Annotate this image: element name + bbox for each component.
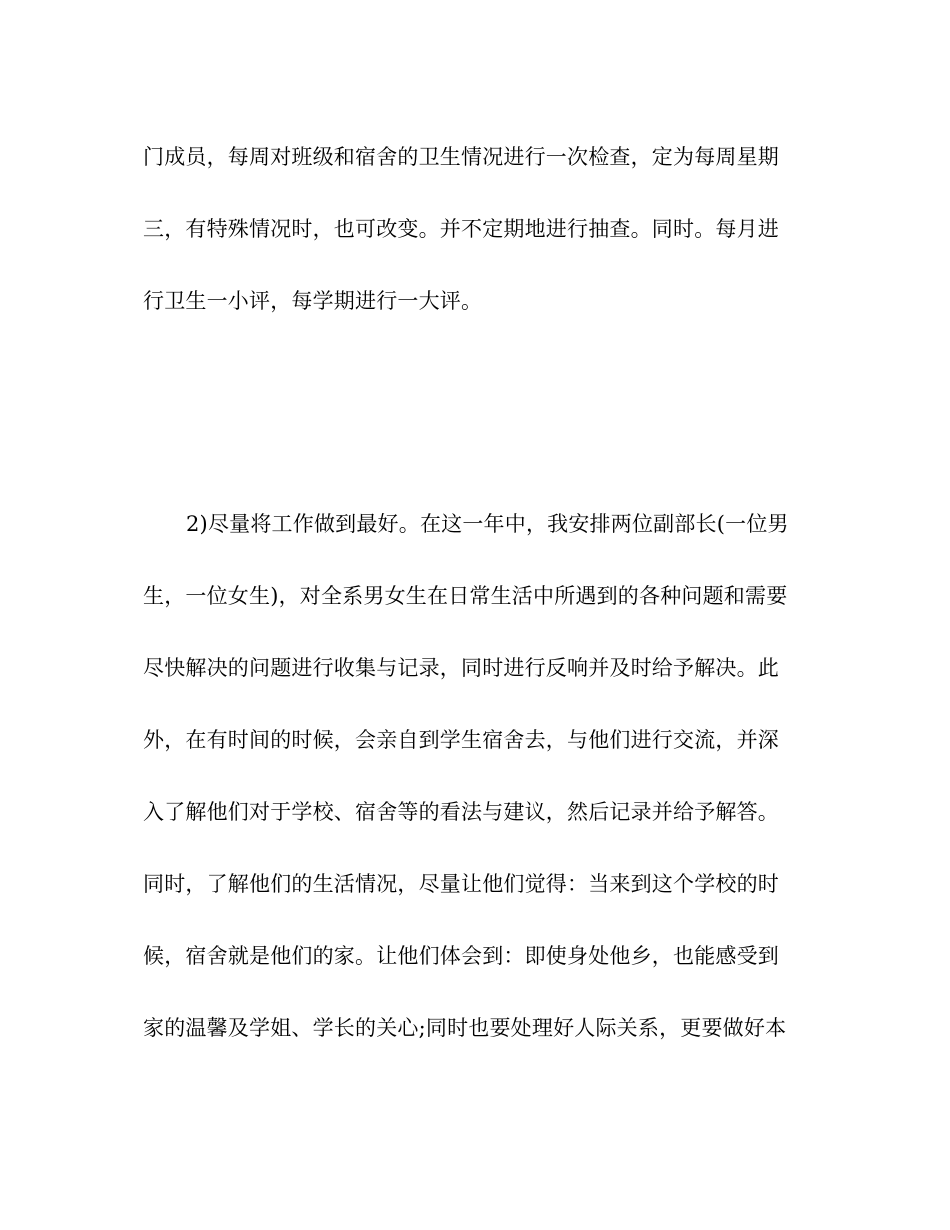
paragraph-line: 行卫生一小评，每学期进行一大评。: [143, 289, 483, 313]
paragraph-line: 同时，了解他们的生活情况，尽量让他们觉得：当来到这个学校的时: [143, 872, 779, 896]
paragraph-line: 门成员，每周对班级和宿舍的卫生情况进行一次检查，定为每周星期: [143, 145, 779, 169]
paragraph-line: 入了解他们对于学校、宿舍等的看法与建议，然后记录并给予解答。: [143, 800, 779, 824]
paragraph-line: 生，一位女生)，对全系男女生在日常生活中所遇到的各种问题和需要: [143, 584, 788, 608]
paragraph-line: 家的温馨及学姐、学长的关心;同时也要处理好人际关系，更要做好本: [143, 1016, 787, 1040]
paragraph-line: 三，有特殊情况时，也可改变。并不定期地进行抽查。同时。每月进: [143, 217, 779, 241]
paragraph-line: 候，宿舍就是他们的家。让他们体会到：即使身处他乡，也能感受到: [143, 944, 779, 968]
paragraph-line: 2)尽量将工作做到最好。在这一年中，我安排两位副部长(一位男: [186, 512, 789, 536]
paragraph-line: 外，在有时间的时候，会亲自到学生宿舍去，与他们进行交流，并深: [143, 728, 779, 752]
paragraph-line: 尽快解决的问题进行收集与记录，同时进行反响并及时给予解决。此: [143, 656, 779, 680]
